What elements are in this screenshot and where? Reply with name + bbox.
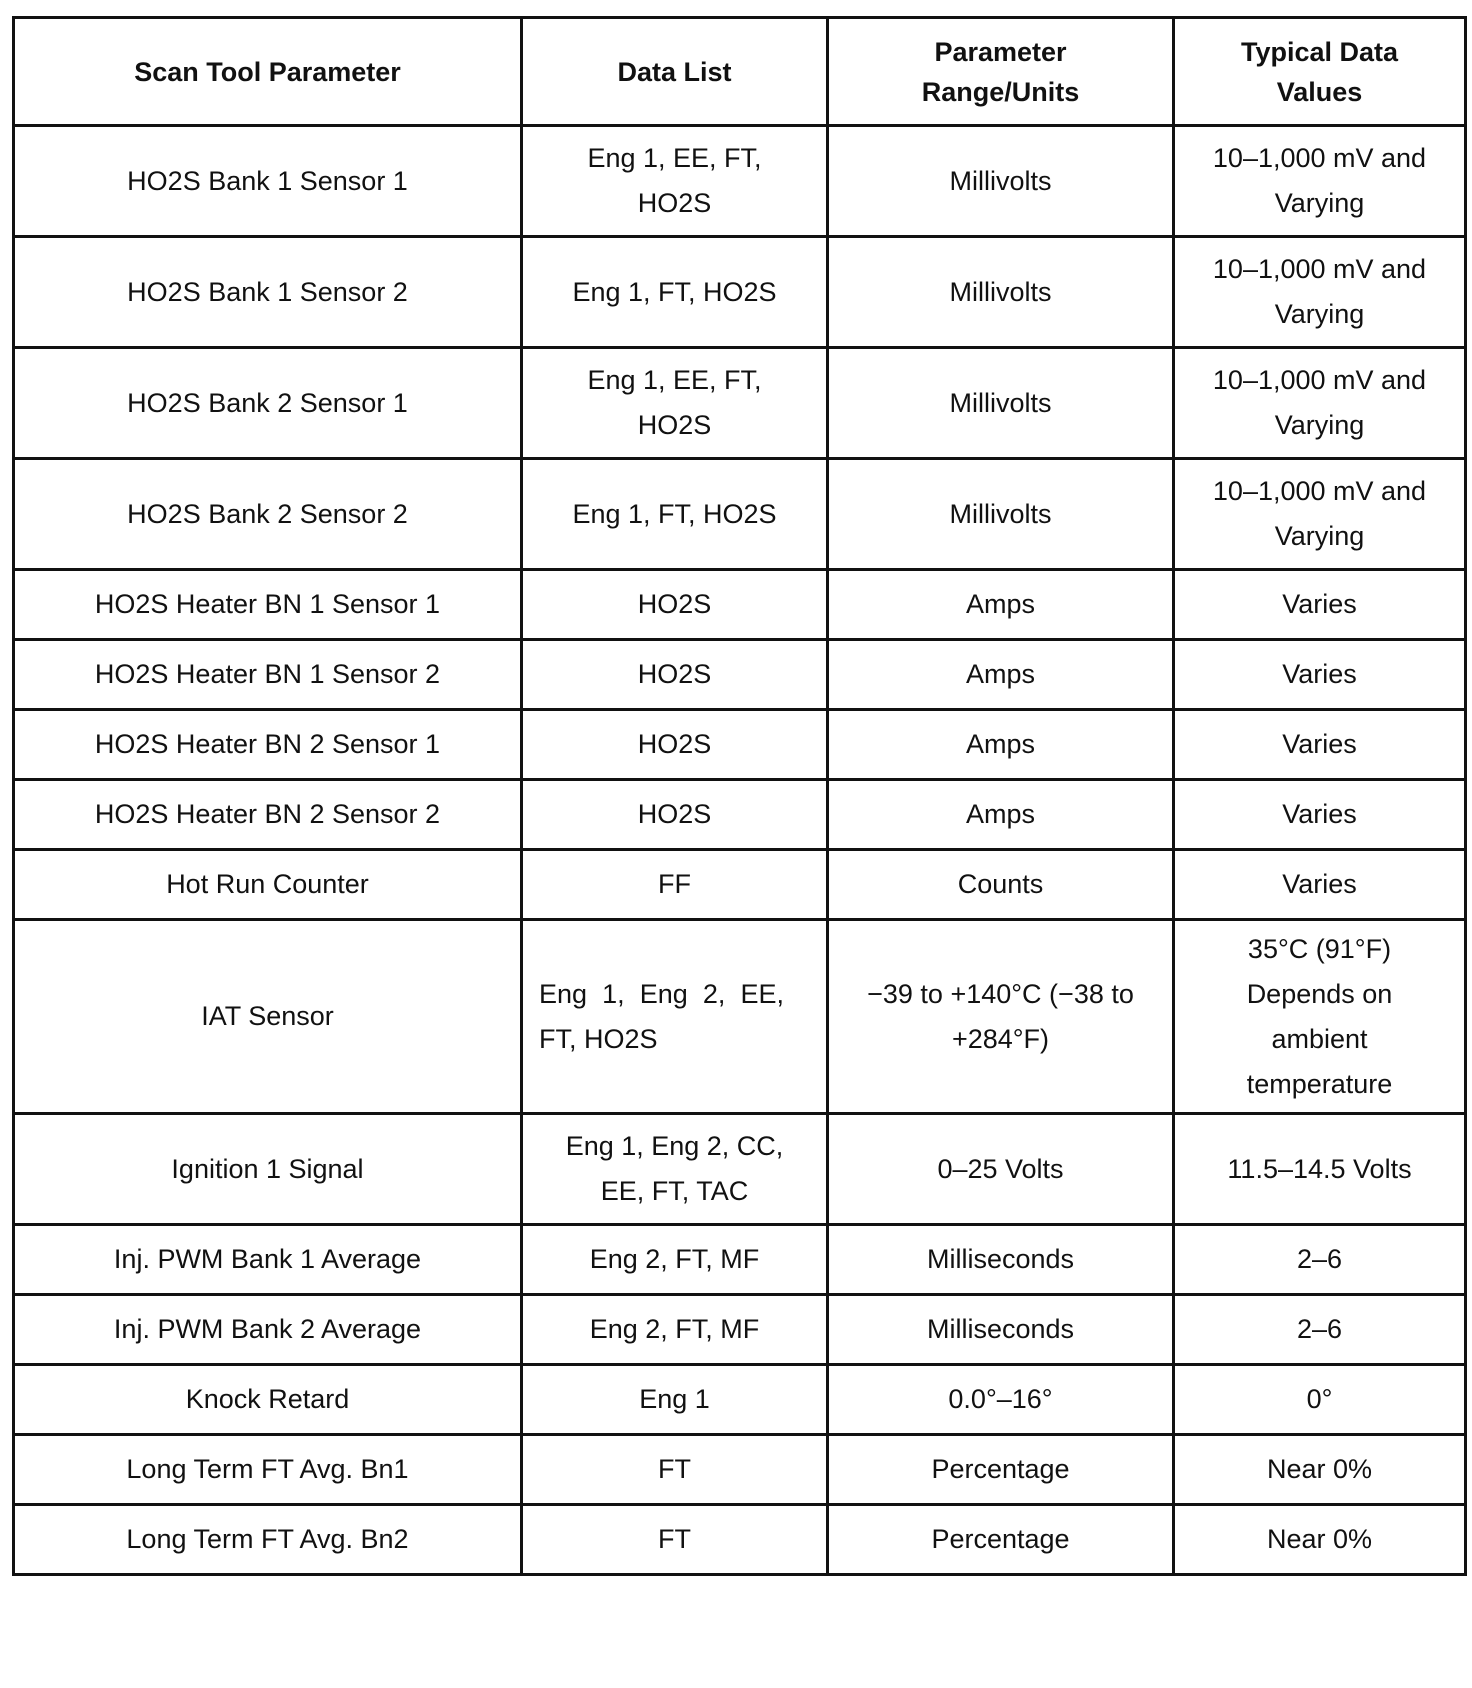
cell-range-units: Amps [828,710,1174,780]
cell-parameter: Long Term FT Avg. Bn2 [14,1505,522,1575]
cell-typical-values: Varies [1174,850,1466,920]
header-data-list: Data List [522,18,828,126]
header-parameter: Scan Tool Parameter [14,18,522,126]
scan-tool-parameter-table [12,16,1467,1576]
cell-typical-values: Near 0% [1174,1435,1466,1505]
table-row [14,570,1466,640]
table-header-row [14,18,1466,126]
table-row [14,1505,1466,1575]
cell-data-list: Eng 2, FT, MF [522,1225,828,1295]
cell-data-list: Eng 1, Eng 2, EE, FT, HO2S [522,920,828,1114]
cell-range-units: Milliseconds [828,1295,1174,1365]
cell-data-list: FT [522,1505,828,1575]
cell-parameter: Inj. PWM Bank 2 Average [14,1295,522,1365]
cell-data-list [522,348,828,459]
table-row [14,237,1466,348]
table-row [14,710,1466,780]
cell-range-units: Amps [828,640,1174,710]
cell-parameter: HO2S Heater BN 2 Sensor 2 [14,780,522,850]
cell-parameter: HO2S Bank 2 Sensor 1 [14,348,522,459]
cell-range-units: Millivolts [828,237,1174,348]
cell-parameter: HO2S Bank 1 Sensor 2 [14,237,522,348]
cell-typical-values: Varies [1174,710,1466,780]
table-row [14,348,1466,459]
cell-range-units: Millivolts [828,459,1174,570]
cell-typical-values: Varies [1174,570,1466,640]
table-row [14,126,1466,237]
table-row [14,850,1466,920]
cell-parameter: Long Term FT Avg. Bn1 [14,1435,522,1505]
header-range-units-label: Parameter Range/Units [921,36,1080,107]
cell-range-units: Millivolts [828,126,1174,237]
cell-data-list: HO2S [522,780,828,850]
cell-parameter: Inj. PWM Bank 1 Average [14,1225,522,1295]
cell-typical-values [1174,920,1466,1114]
cell-data-list-text: Eng 1, Eng 2, CC, EE, FT, TAC [565,1131,784,1206]
cell-typical-values-text: 35°C (91°F) Depends on ambient temperature [1246,933,1393,1099]
cell-typical-values [1174,237,1466,348]
cell-typical-values [1174,126,1466,237]
cell-parameter: Ignition 1 Signal [14,1114,522,1225]
header-range-units [828,18,1174,126]
cell-data-list: FT [522,1435,828,1505]
table-row [14,1225,1466,1295]
cell-parameter: HO2S Heater BN 1 Sensor 1 [14,570,522,640]
cell-typical-values: Varies [1174,780,1466,850]
cell-data-list: Eng 1 [522,1365,828,1435]
cell-parameter: Hot Run Counter [14,850,522,920]
cell-typical-values: 2–6 [1174,1295,1466,1365]
cell-range-units: Amps [828,570,1174,640]
table-row [14,780,1466,850]
cell-data-list-text: Eng 1, EE, FT, HO2S [587,365,762,440]
cell-range-units [828,920,1174,1114]
table-row [14,1114,1466,1225]
cell-typical-values-text: 10–1,000 mV and Varying [1212,365,1427,440]
cell-parameter: HO2S Bank 2 Sensor 2 [14,459,522,570]
table-row [14,920,1466,1114]
cell-parameter: HO2S Heater BN 1 Sensor 2 [14,640,522,710]
cell-typical-values: Varies [1174,640,1466,710]
table-row [14,640,1466,710]
cell-data-list: Eng 1, FT, HO2S [522,237,828,348]
cell-range-units: 0–25 Volts [828,1114,1174,1225]
table-row [14,1295,1466,1365]
cell-typical-values-text: 10–1,000 mV and Varying [1212,476,1427,551]
cell-parameter: Knock Retard [14,1365,522,1435]
cell-range-units: Millivolts [828,348,1174,459]
cell-parameter: IAT Sensor [14,920,522,1114]
cell-range-units: Counts [828,850,1174,920]
cell-typical-values: 11.5–14.5 Volts [1174,1114,1466,1225]
cell-data-list [522,126,828,237]
cell-parameter: HO2S Bank 1 Sensor 1 [14,126,522,237]
cell-parameter: HO2S Heater BN 2 Sensor 1 [14,710,522,780]
cell-typical-values-text: 10–1,000 mV and Varying [1212,254,1427,329]
cell-data-list: FF [522,850,828,920]
header-typical-values [1174,18,1466,126]
cell-typical-values: 2–6 [1174,1225,1466,1295]
cell-typical-values [1174,348,1466,459]
cell-typical-values [1174,459,1466,570]
cell-data-list-text: Eng 1, EE, FT, HO2S [587,143,762,218]
cell-range-units: Amps [828,780,1174,850]
cell-data-list [522,1114,828,1225]
cell-typical-values: Near 0% [1174,1505,1466,1575]
table-row [14,1365,1466,1435]
table-row [14,1435,1466,1505]
cell-typical-values-text: 10–1,000 mV and Varying [1212,143,1427,218]
cell-data-list: Eng 2, FT, MF [522,1295,828,1365]
cell-range-units-text: −39 to +140°C (−38 to +284°F) [867,978,1134,1054]
cell-range-units: Milliseconds [828,1225,1174,1295]
cell-range-units: Percentage [828,1505,1174,1575]
cell-data-list: HO2S [522,710,828,780]
cell-range-units: 0.0°–16° [828,1365,1174,1435]
cell-data-list: HO2S [522,570,828,640]
cell-data-list: Eng 1, FT, HO2S [522,459,828,570]
cell-range-units: Percentage [828,1435,1174,1505]
header-typical-values-label: Typical Data Values [1240,36,1399,107]
cell-data-list: HO2S [522,640,828,710]
cell-typical-values: 0° [1174,1365,1466,1435]
table-row [14,459,1466,570]
